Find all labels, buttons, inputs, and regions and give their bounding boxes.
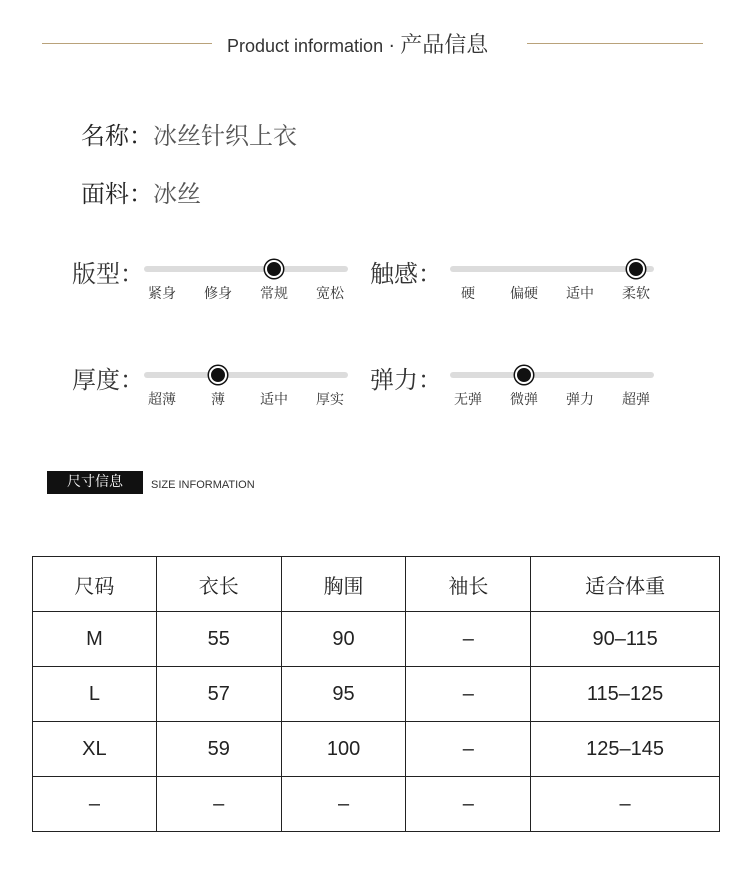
table-row (33, 777, 720, 832)
size-table-header: 袖长 (406, 557, 531, 612)
size-info-title-en: SIZE INFORMATION (151, 479, 255, 491)
table-cell: 125–145 (531, 722, 720, 777)
touch-slider-track (450, 266, 654, 272)
touch-slider-knob[interactable] (627, 260, 645, 278)
thickness-option: 厚实 (316, 392, 344, 408)
header-title-zh: 产品信息 (400, 33, 489, 58)
thickness-option: 超薄 (148, 392, 176, 408)
elasticity-option: 弹力 (566, 392, 594, 408)
size-table-header: 衣长 (156, 557, 281, 612)
thickness-slider (72, 360, 352, 420)
table-cell: – (281, 777, 406, 832)
size-table-header-row (33, 557, 720, 612)
fit-option: 修身 (204, 286, 232, 302)
header-title (227, 28, 488, 59)
product-fabric-colon: ： (129, 180, 153, 208)
touch-option: 适中 (566, 286, 594, 302)
header-left-rule (42, 43, 212, 44)
touch-slider (370, 254, 660, 314)
thickness-slider-knob[interactable] (209, 366, 227, 384)
table-row (33, 667, 720, 722)
elasticity-option: 微弹 (510, 392, 538, 408)
fit-option: 紧身 (148, 286, 176, 302)
fit-slider-track (144, 266, 348, 272)
table-cell: 95 (281, 667, 406, 722)
table-cell: – (156, 777, 281, 832)
thickness-option: 薄 (211, 392, 225, 408)
table-cell: 57 (156, 667, 281, 722)
header-title-en: Product information (227, 36, 384, 56)
table-cell: XL (33, 722, 157, 777)
product-name-row (81, 116, 297, 151)
thickness-option: 适中 (260, 392, 288, 408)
product-fabric-label: 面料 (81, 180, 129, 208)
size-table (32, 556, 720, 832)
elasticity-slider-label: 弹力： (370, 366, 442, 394)
table-row (33, 612, 720, 667)
table-cell: – (406, 722, 531, 777)
product-name-label: 名称 (81, 122, 129, 150)
table-cell: M (33, 612, 157, 667)
table-cell: – (406, 612, 531, 667)
table-row (33, 722, 720, 777)
fit-option: 宽松 (316, 286, 344, 302)
fit-slider-knob[interactable] (265, 260, 283, 278)
elasticity-slider-knob[interactable] (515, 366, 533, 384)
table-cell: 55 (156, 612, 281, 667)
size-table-header: 适合体重 (531, 557, 720, 612)
header-right-rule (527, 43, 703, 44)
elasticity-option: 超弹 (622, 392, 650, 408)
fit-option: 常规 (260, 286, 288, 302)
size-info-title-zh: 尺寸信息 (47, 471, 143, 494)
product-fabric-value: 冰丝 (153, 180, 201, 208)
table-cell: – (406, 777, 531, 832)
table-cell: 59 (156, 722, 281, 777)
touch-slider-label: 触感： (370, 260, 442, 288)
table-cell: – (531, 777, 720, 832)
elasticity-slider (370, 360, 660, 420)
table-cell: – (33, 777, 157, 832)
table-cell: 90–115 (531, 612, 720, 667)
thickness-slider-label: 厚度： (72, 366, 144, 394)
header-separator: · (388, 36, 395, 57)
table-cell: – (406, 667, 531, 722)
fit-slider (72, 254, 352, 314)
product-fabric-row (81, 174, 201, 209)
thickness-slider-track (144, 372, 348, 378)
product-info-header (0, 28, 750, 64)
elasticity-slider-track (450, 372, 654, 378)
product-name-value: 冰丝针织上衣 (153, 122, 297, 150)
touch-option: 偏硬 (510, 286, 538, 302)
fit-slider-label: 版型： (72, 260, 144, 288)
touch-option: 柔软 (622, 286, 650, 302)
elasticity-option: 无弹 (454, 392, 482, 408)
size-table-header: 尺码 (33, 557, 157, 612)
table-cell: 115–125 (531, 667, 720, 722)
table-cell: 100 (281, 722, 406, 777)
table-cell: L (33, 667, 157, 722)
touch-option: 硬 (461, 286, 475, 302)
product-name-colon: ： (129, 122, 153, 150)
size-table-header: 胸围 (281, 557, 406, 612)
table-cell: 90 (281, 612, 406, 667)
